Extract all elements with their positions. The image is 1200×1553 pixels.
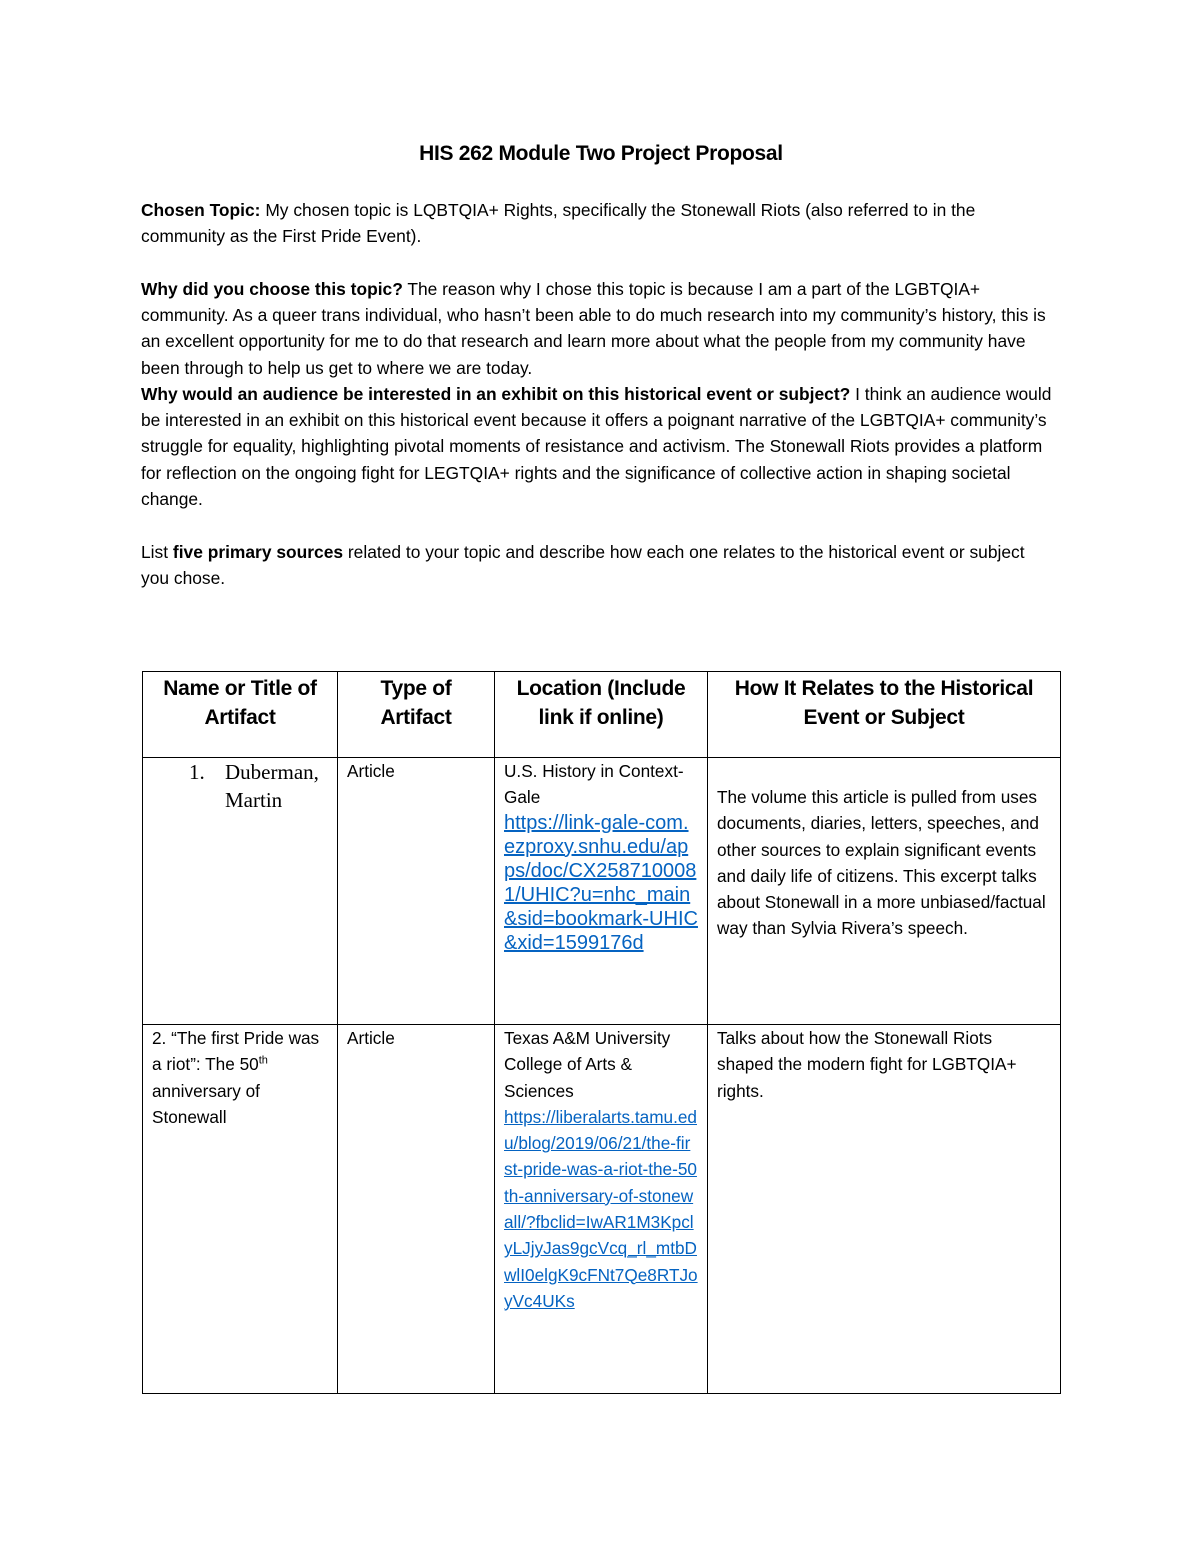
row1-name: Duberman, Martin xyxy=(225,760,319,812)
list-prompt-pre: List xyxy=(141,542,173,562)
row1-number: 1. xyxy=(189,760,205,784)
header-relation: How It Relates to the Historical Event or Subject xyxy=(708,672,1061,758)
primary-sources-table xyxy=(142,671,1061,1394)
row1-type-cell: Article xyxy=(338,758,495,1025)
header-name: Name or Title of Artifact xyxy=(143,672,338,758)
row2-location: Texas A&M University College of Arts & Sciences xyxy=(504,1028,671,1101)
list-prompt-paragraph xyxy=(141,539,1056,591)
row2-name-pre: 2. “The first Pride was a riot”: The 50 xyxy=(152,1028,320,1075)
row2-name-post: anniversary of Stonewall xyxy=(152,1080,260,1127)
row2-name-sup: th xyxy=(258,1054,268,1067)
chosen-topic-paragraph xyxy=(141,197,1056,249)
row2-relation-cell: Talks about how the Stonewall Riots shaped the modern fight for LGBTQIA+ rights. xyxy=(708,1025,1061,1394)
row1-name-cell xyxy=(143,758,338,1025)
table-row xyxy=(143,1025,1061,1394)
header-location: Location (Include link if online) xyxy=(495,672,708,758)
row1-location: U.S. History in Context-Gale xyxy=(504,761,684,808)
audience-interest-paragraph xyxy=(141,381,1056,512)
row2-location-cell xyxy=(495,1025,708,1394)
page-title: HIS 262 Module Two Project Proposal xyxy=(419,142,783,165)
row2-name-cell xyxy=(143,1025,338,1394)
row2-type-cell: Article xyxy=(338,1025,495,1394)
why-topic-text: The reason why I chose this topic is because I am a part of the LGBTQIA+ community. As a queer trans individual, who hasn’t been able to do much research into my community’s history, this is an excellent opportunity for me to do that research and learn more about what the people from my community have been through to help us get to where we are today. xyxy=(141,279,1046,378)
list-prompt-post: related to your topic and describe how each one relates to the historical event or subject you chose. xyxy=(141,542,1025,589)
chosen-topic-text: My chosen topic is LQBTQIA+ Rights, specifically the Stonewall Riots (also referred to in the community as the First Pride Event). xyxy=(141,200,976,247)
why-topic-label: Why did you choose this topic? xyxy=(141,279,403,299)
audience-interest-label: Why would an audience be interested in an exhibit on this historical event or subject? xyxy=(141,384,851,404)
table-row xyxy=(143,758,1061,1025)
list-prompt-bold: five primary sources xyxy=(172,542,344,562)
chosen-topic-label: Chosen Topic: xyxy=(141,200,261,220)
header-type: Type of Artifact xyxy=(338,672,495,758)
row1-relation: The volume this article is pulled from uses documents, diaries, letters, speeches, and other sources to explain significant events and daily life of citizens. This excerpt talks about Stonewall in a more unbiased/factual way than Sylvia Rivera’s speech. xyxy=(717,787,1046,939)
row2-link[interactable]: https://liberalarts.tamu.edu/blog/2019/06/21/the-first-pride-was-a-riot-the-50th-anniversary-of-stonewall/?fbclid=IwAR1M3KpclyLJjyJas9gcVcq_rl_mtbDwlI0elgK9cFNt7Qe8RTJoyVc4UKs xyxy=(504,1106,698,1311)
why-topic-paragraph xyxy=(141,276,1056,381)
audience-interest-text: I think an audience would be interested in an exhibit on this historical event because it offers a poignant narrative of the LGBTQIA+ community’s struggle for equality, highlighting pivotal moments of resistance and activism. The Stonewall Riots provides a platform for reflection on the ongoing fight for LEGTQIA+ rights and the significance of collective action in shaping societal change. xyxy=(141,384,1052,509)
table-header-row xyxy=(143,672,1061,758)
row1-link[interactable]: https://link-gale-com.ezproxy.snhu.edu/apps/doc/CX2587100081/UHIC?u=nhc_main&sid=bookmark-UHIC&xid=1599176d xyxy=(504,811,698,954)
row1-relation-cell xyxy=(708,758,1061,1025)
row1-location-cell xyxy=(495,758,708,1025)
